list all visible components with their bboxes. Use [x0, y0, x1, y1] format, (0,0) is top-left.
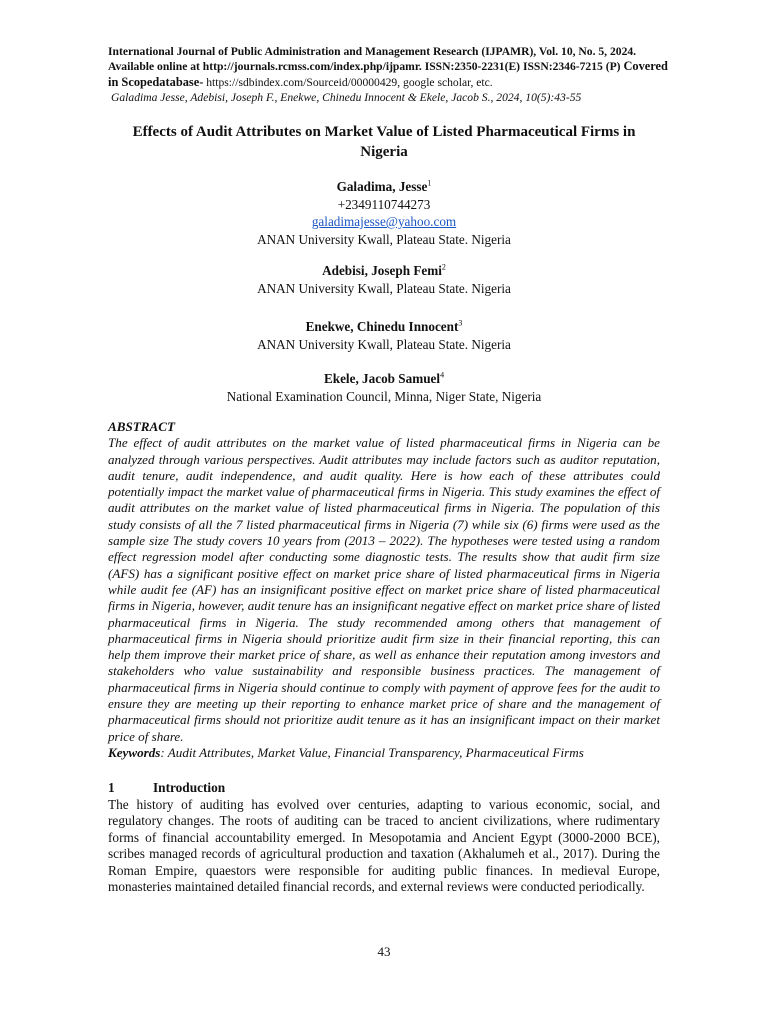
author-name: Enekwe, Chinedu Innocent [305, 319, 459, 334]
page-number: 43 [377, 944, 391, 959]
abstract [108, 419, 660, 761]
index-links: https://sdbindex.com/Sourceid/00000429, google scholar, etc. [203, 75, 493, 89]
abstract-heading: ABSTRACT [108, 419, 175, 434]
keywords-label: Keywords [108, 744, 161, 760]
author-superscript: 3 [458, 318, 463, 328]
author-affiliation: ANAN University Kwall, Plateau State. Nigeria [257, 336, 511, 352]
citation-line: Galadima Jesse, Adebisi, Joseph F., Enekwe, Chinedu Innocent & Ekele, Jacob S., 2024, 10(5):43-55 [111, 90, 582, 104]
author-2 [108, 262, 660, 297]
author-1 [108, 178, 660, 248]
section-title: Introduction [153, 780, 226, 795]
author-superscript: 1 [427, 178, 432, 188]
covered-label: Covered in Scopedatabase- [108, 59, 668, 89]
author-affiliation: ANAN University Kwall, Plateau State. Nigeria [257, 280, 511, 296]
journal-name: International Journal of Public Administration and Management Research (IJPAMR), Vol. 10, No. 5, 2024. [108, 45, 637, 58]
keywords-list: : Audit Attributes, Market Value, Financial Transparency, Pharmaceutical Firms [160, 744, 584, 760]
section-body: The history of auditing has evolved over centuries, adapting to various economic, social, and regulatory changes. The roots of auditing can be traced to ancient civilizations, where rudimentary forms of financial accountability emerged. In Mesopotamia and Ancient Egypt (3000-2000 BCE), scribes managed records of agricultural production and taxation (Akhalumeh et al., 2017). During the Roman Empire, quaestors were responsible for auditing public finances. In medieval Europe, monasteries maintained detailed financial records, and external reviews were conducted periodically. [108, 796, 660, 894]
author-name: Galadima, Jesse [336, 179, 428, 194]
author-superscript: 2 [441, 262, 446, 272]
journal-header [108, 44, 668, 105]
author-email-link[interactable]: galadimajesse@yahoo.com [311, 214, 457, 229]
author-superscript: 4 [440, 370, 445, 380]
availability-line: Available online at http://journals.rcmss.com/index.php/ijpamr. ISSN:2350-2231(E) ISSN:2346-7215 (P) [108, 60, 621, 74]
author-affiliation: National Examination Council, Minna, Niger State, Nigeria [226, 388, 542, 404]
introduction-section [108, 780, 660, 896]
author-name: Ekele, Jacob Samuel [323, 371, 441, 386]
author-phone: +2349110744273 [337, 196, 431, 212]
section-number: 1 [108, 780, 115, 795]
author-affiliation: ANAN University Kwall, Plateau State. Nigeria [257, 231, 511, 247]
abstract-text: The effect of audit attributes on the market value of listed pharmaceutical firms in Nigeria can be analyzed through various perspectives. Audit attributes may include factors such as auditor reputation, audit tenure, audit independence, and audit quality. Here is how each of these attributes could potentially impact the market value of pharmaceutical firms in Nigeria. This study examines the effect of audit attributes on the market value of listed pharmaceutical firms in Nigeria. The population of this study consists of all the 7 listed pharmaceutical firms in Nigeria (7) while six (6) firms were used as the sample size The study covers 10 years from (2013 – 2022). The hypotheses were tested using a random effect regression model after conducting some diagnostic tests. The results show that audit firm size (AFS) has a significant positive effect on market price share of listed pharmaceutical firms in Nigeria while audit fee (AF) has an insignificant positive effect on market price share of listed pharmaceutical firms in Nigeria, however, audit tenure has an insignificant negative effect on market price share of listed pharmaceutical firms in Nigeria. The study recommended among others that management of pharmaceutical firms in Nigeria should prioritize audit firm size in their financial reporting, this can help them improve their market price of share, as well as enhance their reputation among investors and stakeholders who value sustainability and responsible business practices. The management of pharmaceutical firms in Nigeria should continue to comply with payment of approve fees for the audit to ensure they are meeting up their reporting to enhance market price of share and the management of pharmaceutical firms should not prioritize audit tenure as it has an insignificant impact on their market price of share. [108, 435, 660, 744]
author-name: Adebisi, Joseph Femi [322, 263, 442, 278]
author-4 [108, 370, 660, 405]
author-3 [108, 318, 660, 353]
paper-title: Effects of Audit Attributes on Market Value of Listed Pharmaceutical Firms in Nigeria [132, 124, 636, 160]
